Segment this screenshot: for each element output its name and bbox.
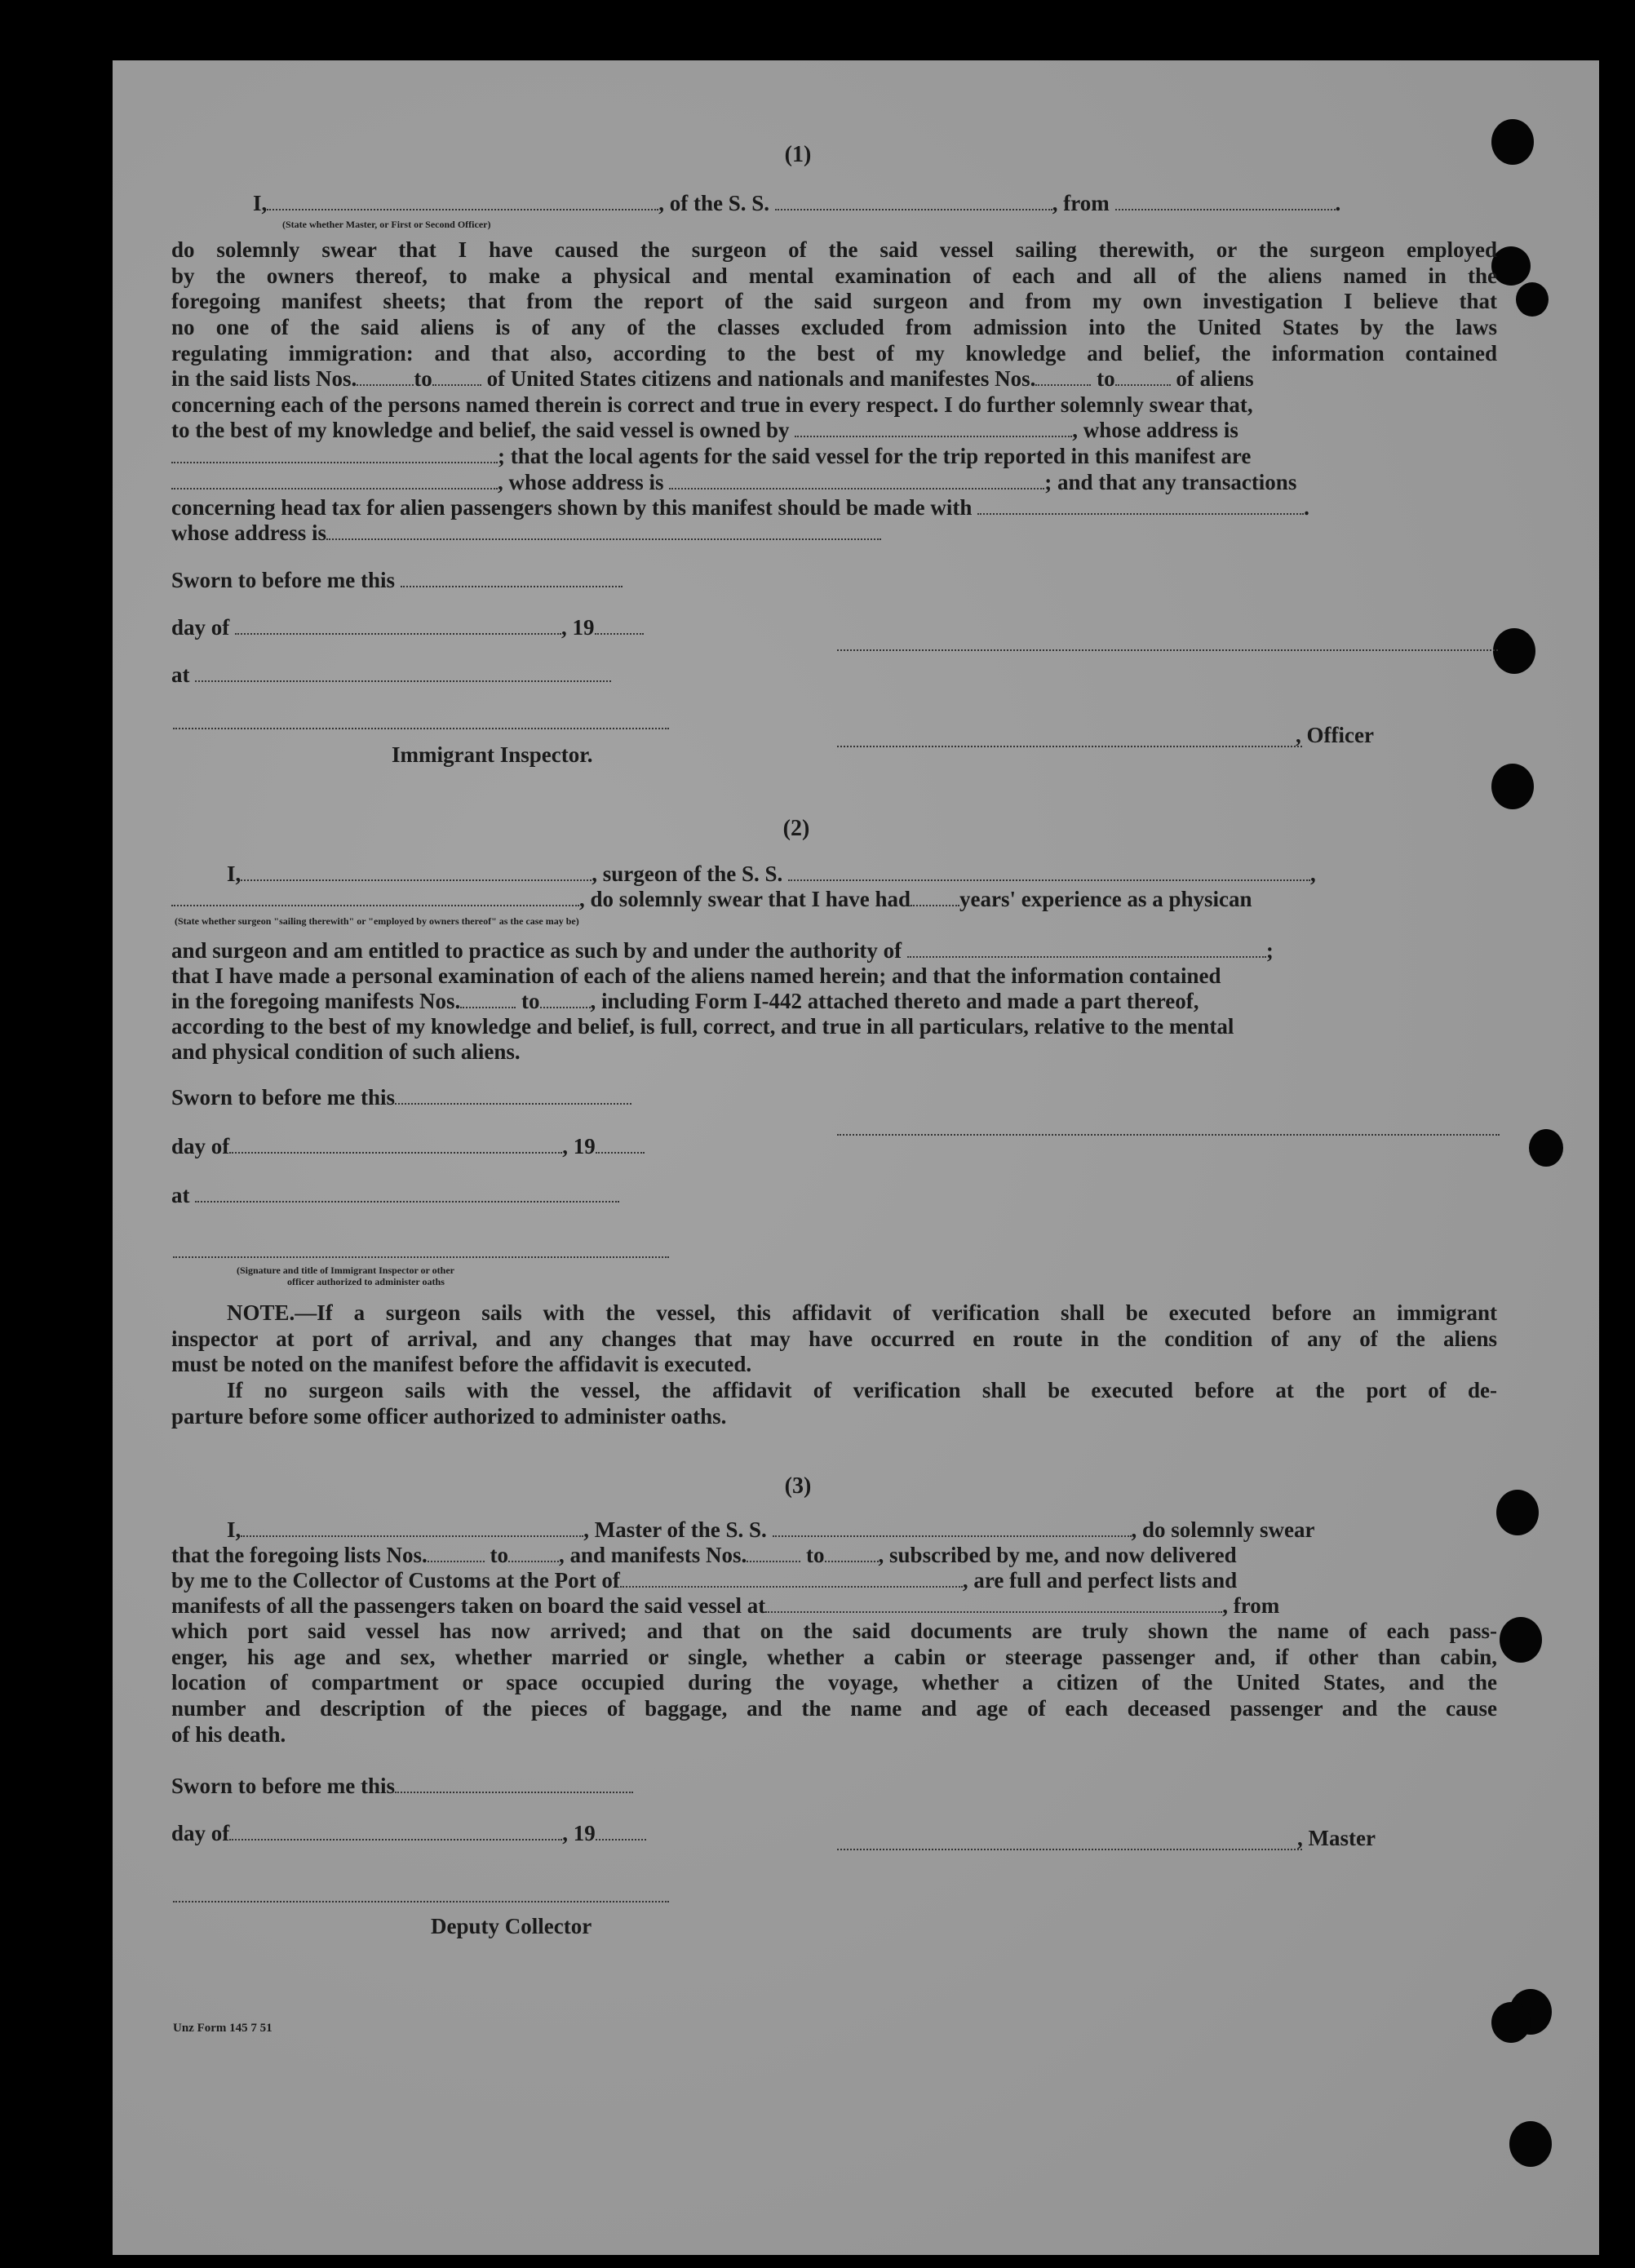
surgeon-vessel-field[interactable] (788, 863, 1310, 881)
form-number: Unz Form 145 7 51 (173, 2022, 272, 2035)
sworn-day-field-1[interactable] (401, 569, 623, 587)
punch-hole (1493, 628, 1535, 674)
agents-address-field[interactable] (669, 472, 1044, 489)
officer-signature-top-line[interactable] (837, 649, 1498, 651)
sworn-day-field-2[interactable] (395, 1087, 631, 1105)
inspector-signature-line-1[interactable] (173, 728, 669, 729)
master-lists-line: that the foregoing lists Nos. to , and manifests Nos. to , subscribed by me, and now delivered (171, 1543, 1237, 1567)
port-field[interactable] (620, 1570, 963, 1588)
place-field-2[interactable] (195, 1185, 619, 1203)
master-signature-line[interactable] (837, 1849, 1302, 1850)
section-2-text-line: and physical condition of such aliens. (171, 1039, 521, 1064)
section-2-text-line: that I have made a personal examination of each of the aliens named herein; and that the information contained (171, 963, 1221, 988)
manifests-to-field[interactable] (1115, 368, 1171, 386)
day-of-line-3: day of , 19 (171, 1821, 646, 1846)
punch-hole (1491, 119, 1534, 165)
manifests-from-field[interactable] (1035, 368, 1091, 386)
master-lists-to-field[interactable] (508, 1544, 559, 1562)
master-label: , Master (1297, 1826, 1376, 1850)
head-tax-field[interactable] (977, 497, 1304, 515)
head-tax-address-field[interactable] (326, 522, 881, 540)
section-2-text-line: according to the best of my knowledge and belief, is full, correct, and true in all particulars, relative to the mental (171, 1014, 1234, 1039)
officer-label: , Officer (1296, 723, 1374, 747)
section-3-oath-text: which port said vessel has now arrived; and that on the said documents are truly shown the name of each pass- enger, his age and sex, whether married or single, whether a cabin or steerage passenger and, if other than cabin, location of compartment or space occupied during the voyage, whether a citizen of the United States, and the number and description of the pieces of baggage, and the name and age of each deceased passenger and the cause of his death. (171, 1619, 1497, 1747)
deputy-collector-signature-line[interactable] (173, 1901, 669, 1903)
owner-address-field[interactable] (171, 445, 498, 463)
officer-rank-note: (State whether Master, or First or Second Officer) (282, 219, 491, 230)
surgeon-status-field[interactable] (171, 888, 579, 906)
section-1-oath-text: do solemnly swear that I have caused the surgeon of the said vessel sailing therewith, or the surgeon employed by the owners thereof, to make a physical and mental examination of each and all of the aliens named in the foregoing manifest sheets; that from the report of the said surgeon and from my own investigation I believe that no one of the said aliens is of any of the classes excluded from admission into the United States by the laws regulating immigration: and that also, according to the best of my knowledge and belief, the information contained (171, 237, 1497, 365)
experience-years-field[interactable] (911, 888, 959, 906)
day-of-line-1: day of , 19 (171, 615, 644, 640)
vessel-name-field[interactable] (775, 193, 1052, 210)
punch-hole (1491, 2002, 1531, 2043)
at-line-2: at (171, 1183, 619, 1208)
year-field-3[interactable] (596, 1823, 646, 1841)
place-field-1[interactable] (195, 664, 611, 682)
officer-name-field[interactable] (267, 193, 658, 210)
section-1-heading: (1) (784, 142, 812, 167)
surgeon-name-field[interactable] (241, 863, 592, 881)
note-text: NOTE.—If a surgeon sails with the vessel, this affidavit of verification shall be executed before an immigrant inspector at port of arrival, and any changes that may have occurred en route in the condition of any of the aliens must be noted on the manifest before the affidavit is executed. If no surgeon sails with the vessel, the affidavit of verification shall be executed before at the port of de- parture before some officer authorized to administer oaths. (171, 1300, 1497, 1429)
section-1-intro-line: I, , of the S. S. , from . (253, 191, 1341, 215)
surgeon-manifests-from-field[interactable] (460, 990, 516, 1008)
agents-line: , whose address is ; and that any transactions (171, 470, 1296, 495)
officer-signature-line[interactable] (837, 746, 1302, 747)
boarding-port-line: manifests of all the passengers taken on board the said vessel at , from (171, 1593, 1280, 1618)
manifest-affidavit-page (113, 60, 1599, 2255)
signature-note: (Signature and title of Immigrant Inspector or other (237, 1265, 454, 1276)
owner-field[interactable] (795, 419, 1072, 437)
head-tax-address-line: whose address is (171, 520, 881, 546)
surgeon-manifests-line: in the foregoing manifests Nos. to , including Form I-442 attached thereto and made a part thereof, (171, 989, 1199, 1013)
owner-line: to the best of my knowledge and belief, the said vessel is owned by , whose address is (171, 418, 1238, 442)
surgeon-manifests-to-field[interactable] (540, 990, 591, 1008)
section-2-heading: (2) (782, 816, 810, 841)
sworn-line-2: Sworn to before me this (171, 1085, 631, 1110)
lists-from-field[interactable] (357, 368, 414, 386)
surgeon-experience-line: , do solemnly swear that I have had years' experience as a physican (171, 887, 1252, 912)
surgeon-status-note: (State whether surgeon "sailing therewith" or "employed by owners thereof" as the case may be) (175, 915, 579, 927)
month-field-2[interactable] (229, 1136, 562, 1154)
signature-note: officer authorized to administer oaths (287, 1276, 445, 1287)
section-3-heading: (3) (784, 1473, 812, 1499)
immigrant-inspector-label: Immigrant Inspector. (392, 742, 593, 767)
deputy-collector-label: Deputy Collector (431, 1914, 592, 1938)
master-vessel-field[interactable] (773, 1519, 1132, 1537)
master-lists-from-field[interactable] (428, 1544, 485, 1562)
surgeon-intro-line: I, , surgeon of the S. S. , (227, 862, 1316, 886)
punch-hole (1500, 1617, 1542, 1663)
master-name-field[interactable] (241, 1519, 583, 1537)
from-port-field[interactable] (1115, 193, 1336, 210)
master-manifests-to-field[interactable] (825, 1544, 879, 1562)
inspector-signature-line-2[interactable] (173, 1256, 669, 1258)
sworn-day-field-3[interactable] (395, 1775, 633, 1793)
collector-port-line: by me to the Collector of Customs at the Port of , are full and perfect lists and (171, 1568, 1238, 1592)
month-field-3[interactable] (229, 1823, 562, 1841)
master-intro-line: I, , Master of the S. S. , do solemnly swear (227, 1517, 1315, 1542)
month-field-1[interactable] (235, 617, 561, 635)
punch-hole (1529, 1129, 1563, 1167)
owner-address-line: ; that the local agents for the said vessel for the trip reported in this manifest are (171, 444, 1251, 469)
punch-hole (1509, 2121, 1552, 2167)
lists-numbers-line: in the said lists Nos. to of United States citizens and nationals and manifestes Nos. to of aliens (171, 366, 1254, 391)
section-1-text-line: concerning each of the persons named therein is correct and true in every respect. I do further solemnly swear that, (171, 392, 1253, 417)
authority-field[interactable] (907, 940, 1266, 958)
agents-field[interactable] (171, 472, 498, 489)
punch-hole (1491, 764, 1534, 809)
year-field-1[interactable] (595, 617, 644, 635)
at-line-1: at (171, 662, 611, 688)
lists-to-field[interactable] (432, 368, 481, 386)
day-of-line-2: day of , 19 (171, 1134, 645, 1159)
authority-line: and surgeon and am entitled to practice as such by and under the authority of ; (171, 938, 1274, 963)
sworn-line-3: Sworn to before me this (171, 1774, 633, 1799)
punch-hole (1496, 1490, 1539, 1535)
surgeon-signature-line[interactable] (837, 1134, 1500, 1136)
head-tax-line: concerning head tax for alien passengers shown by this manifest should be made with . (171, 495, 1309, 520)
master-manifests-from-field[interactable] (747, 1544, 800, 1562)
punch-hole (1491, 246, 1531, 286)
boarding-port-field[interactable] (765, 1595, 1222, 1613)
year-field-2[interactable] (596, 1136, 645, 1154)
punch-hole (1516, 282, 1549, 317)
sworn-line-1: Sworn to before me this (171, 568, 623, 593)
